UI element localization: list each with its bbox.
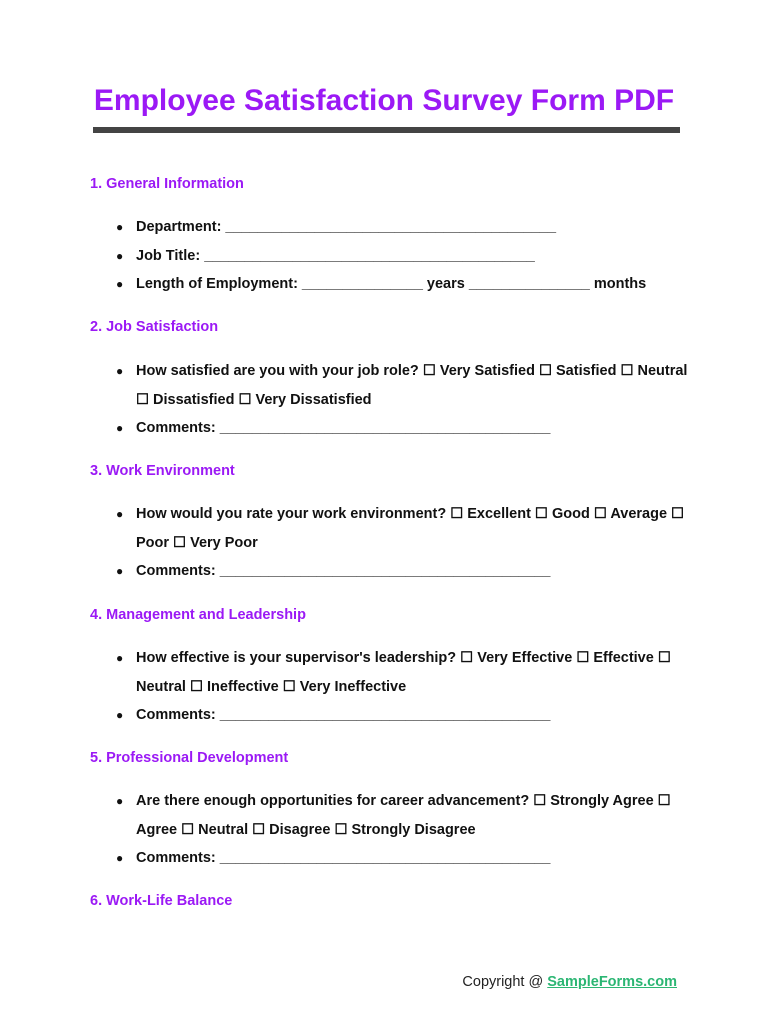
section-items (90, 787, 690, 873)
field-text: Job Title: _________________________________________ (136, 247, 535, 264)
question-job-satisfaction[interactable] (90, 357, 690, 414)
section-job-satisfaction (90, 317, 690, 443)
section-items (90, 357, 690, 443)
section-work-environment (90, 461, 690, 586)
section-items (90, 644, 690, 730)
field-job-title[interactable] (90, 242, 690, 271)
brand-link[interactable]: SampleForms.com (547, 974, 677, 990)
question-career-advancement[interactable] (90, 787, 690, 844)
section-heading: 5. Professional Development (90, 750, 289, 766)
question-text: How would you rate your work environment? ☐ Excellent ☐ Good ☐ Average ☐ Poor ☐ Very Poor (136, 506, 685, 551)
question-text: Are there enough opportunities for career advancement? ☐ Strongly Agree ☐ Agree ☐ Neutral ☐ Disagree ☐ Strongly Disagree (136, 793, 671, 838)
copyright-footer (462, 972, 677, 992)
field-comments[interactable] (90, 557, 690, 586)
section-heading: 6. Work-Life Balance (90, 893, 233, 909)
bullet-icon: ● (116, 708, 124, 722)
document-title: Employee Satisfaction Survey Form PDF (93, 84, 675, 117)
title-divider (93, 127, 680, 133)
bullet-icon: ● (116, 564, 124, 578)
question-supervisor-leadership[interactable] (90, 644, 690, 701)
question-work-environment[interactable] (90, 500, 690, 557)
field-text: Comments: _________________________________________ (136, 707, 551, 723)
question-text: How effective is your supervisor's leadership? ☐ Very Effective ☐ Effective ☐ Neutral ☐ Ineffective ☐ Very Ineffective (136, 650, 671, 695)
bullet-icon: ● (116, 277, 124, 291)
section-heading: 4. Management and Leadership (90, 607, 306, 623)
field-text: Length of Employment: _______________ years _______________ months (136, 276, 647, 292)
field-comments[interactable] (90, 844, 690, 873)
question-text: How satisfied are you with your job role? ☐ Very Satisfied ☐ Satisfied ☐ Neutral ☐ Dissatisfied ☐ Very Dissatisfied (136, 363, 688, 408)
bullet-icon: ● (116, 421, 124, 435)
section-heading: 2. Job Satisfaction (90, 319, 219, 335)
field-comments[interactable] (90, 414, 690, 443)
section-work-life-balance (90, 891, 690, 911)
bullet-icon: ● (116, 364, 124, 378)
section-heading: 1. General Information (90, 176, 244, 192)
section-general-information (90, 174, 690, 299)
bullet-icon: ● (116, 651, 124, 665)
field-text: Comments: _________________________________________ (136, 563, 551, 579)
field-text: Department: _________________________________________ (136, 219, 557, 235)
bullet-icon: ● (116, 794, 124, 808)
section-items (90, 500, 690, 586)
section-management-leadership (90, 605, 690, 730)
field-department[interactable] (90, 213, 690, 242)
field-length-of-employment[interactable] (90, 270, 690, 299)
field-text: Comments: _________________________________________ (136, 850, 551, 866)
field-text: Comments: _________________________________________ (136, 420, 551, 436)
bullet-icon: ● (116, 507, 124, 521)
section-professional-development (90, 748, 690, 873)
copyright-text: Copyright @ (462, 974, 548, 990)
bullet-icon: ● (116, 851, 124, 865)
field-comments[interactable] (90, 701, 690, 730)
bullet-icon: ● (116, 220, 124, 234)
bullet-icon: ● (116, 248, 124, 263)
section-heading: 3. Work Environment (90, 463, 235, 479)
section-items (90, 213, 690, 299)
